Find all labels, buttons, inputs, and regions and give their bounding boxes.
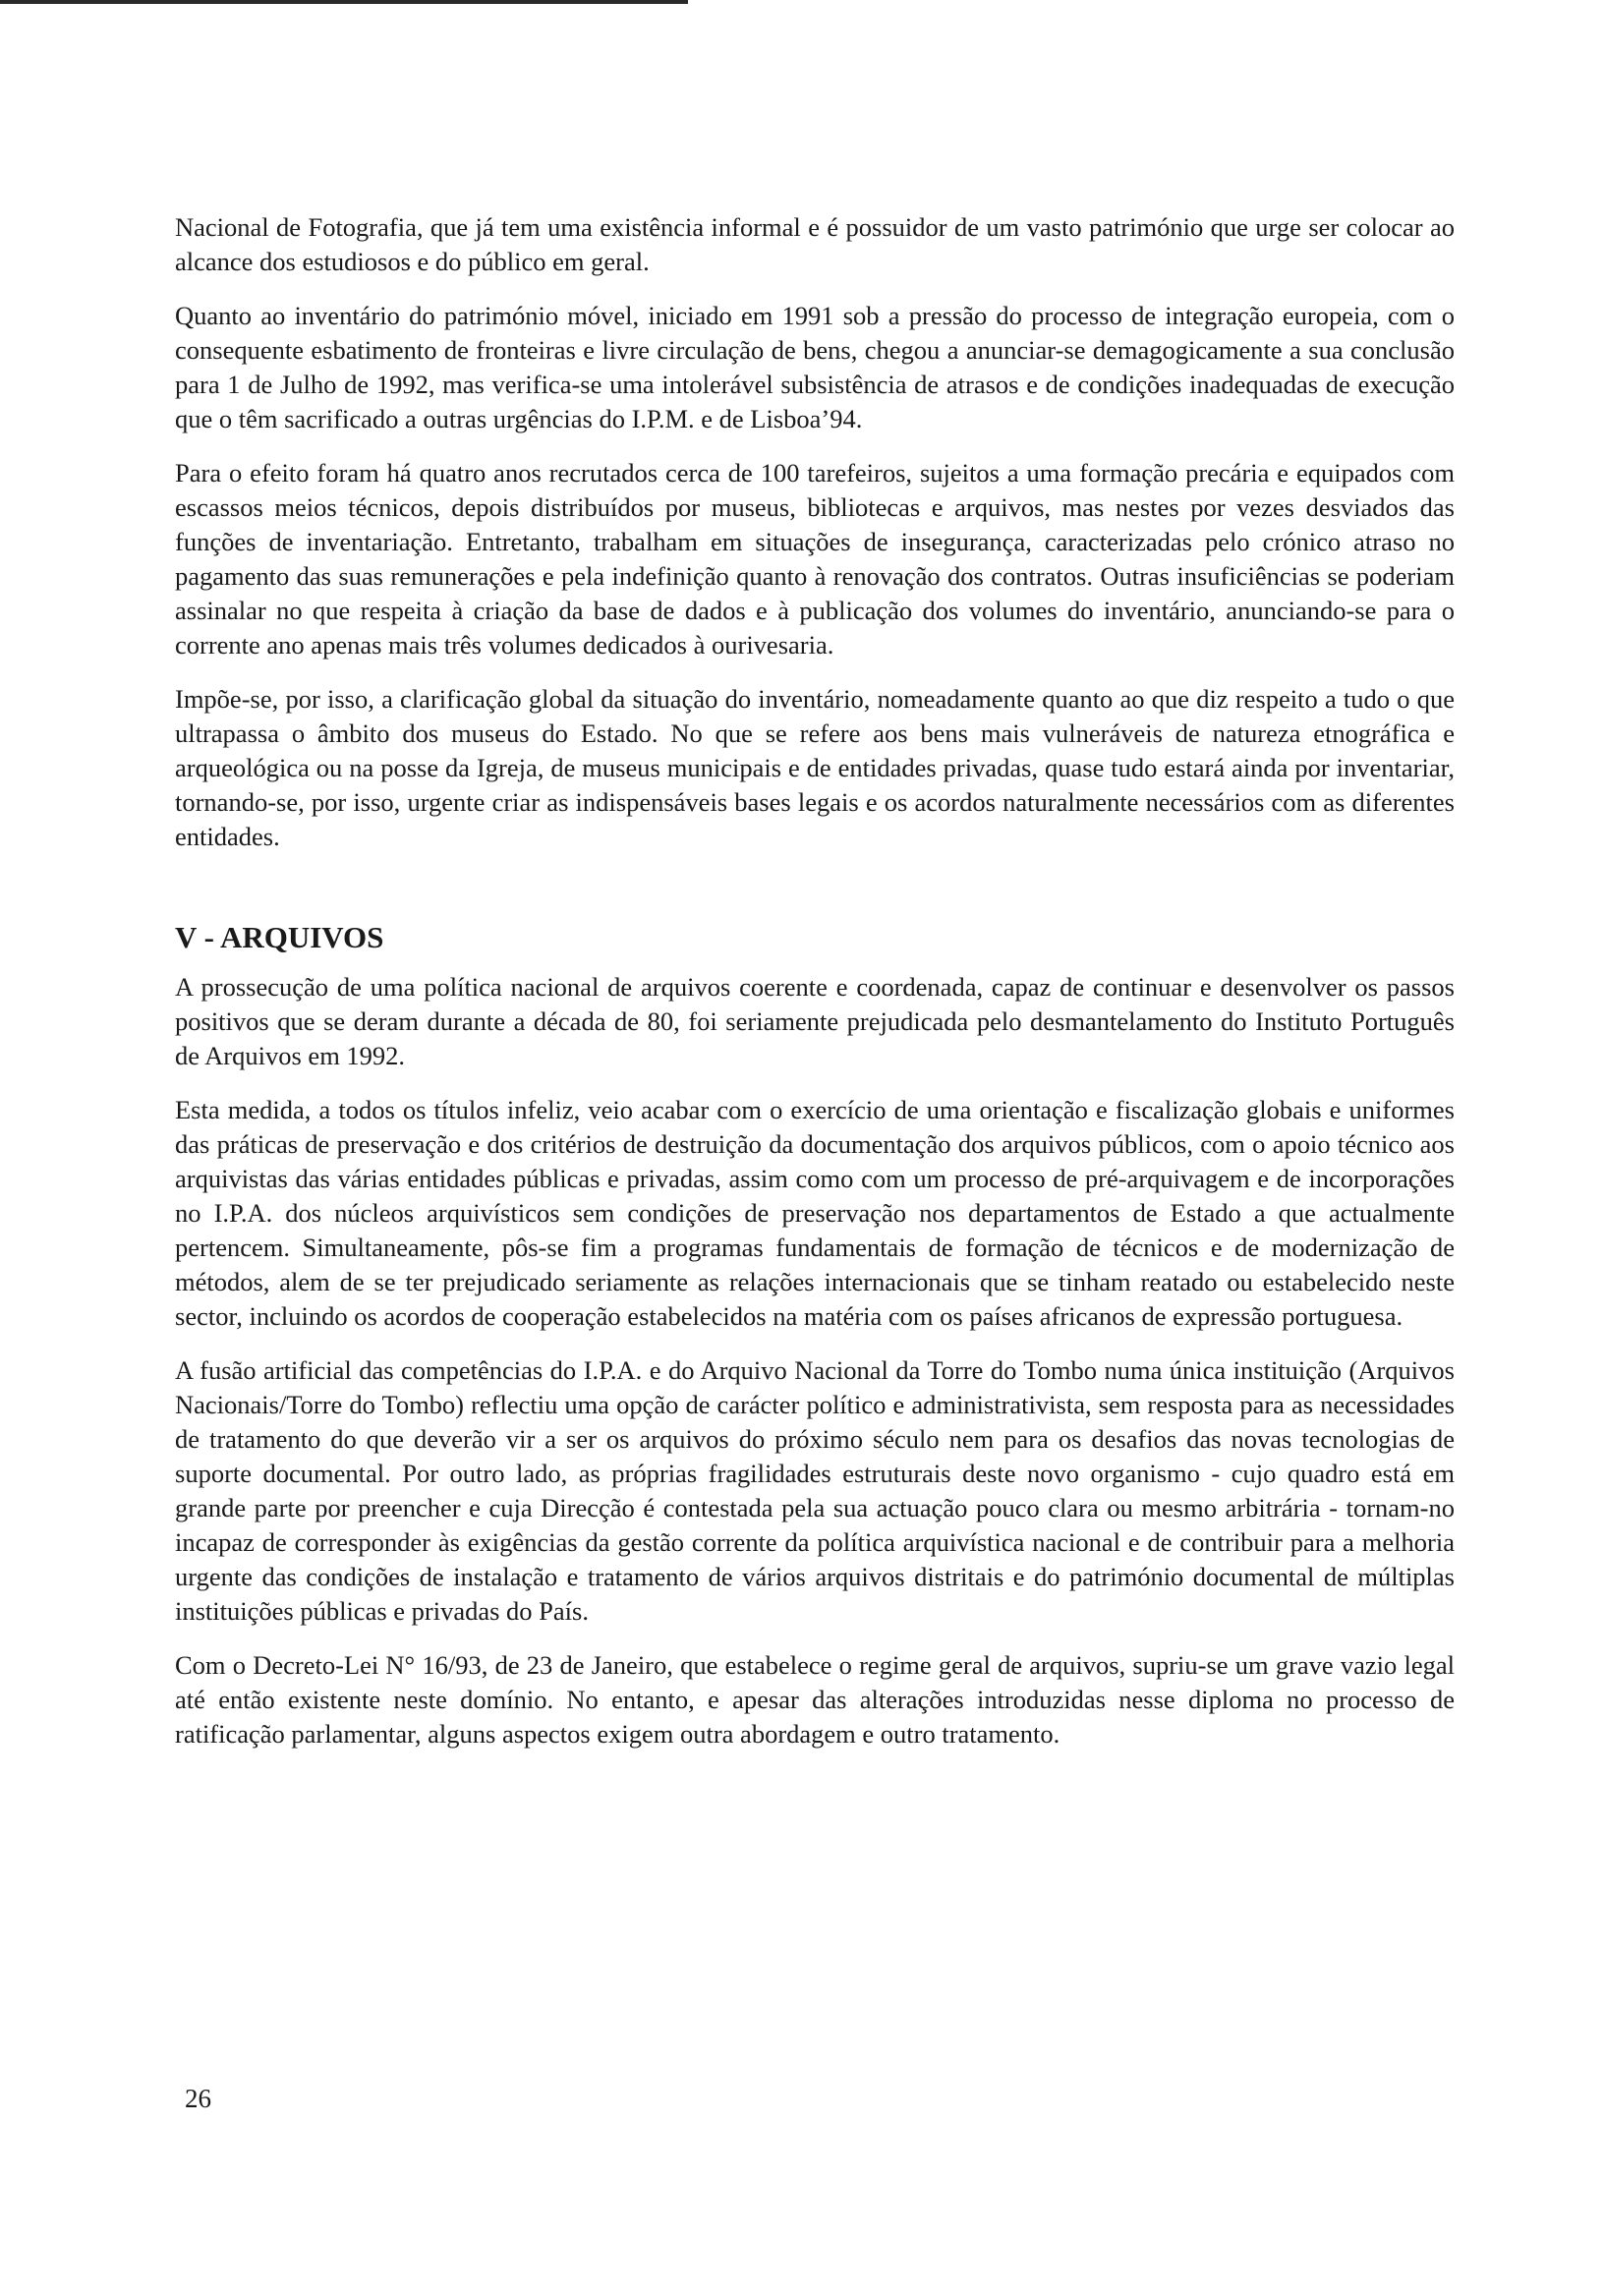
paragraph: A prossecução de uma política nacional de arquivos coerente e coordenada, capaz de continuar e desenvolver os passos positivos que se deram durante a década de 80, foi seriamente prejudicada pelo desmantelamento do Instituto Português de Arquivos em 1992. — [175, 972, 1455, 1070]
page-body — [175, 210, 1455, 1771]
paragraph: Impõe-se, por isso, a clarificação global da situação do inventário, nomeadamente quanto ao que diz respeito a tudo o que ultrapassa o âmbito dos museus do Estado. No que se refere aos bens mais vulneráveis de natureza etnográfica e arqueológica ou na posse da Igreja, de museus municipais e de entidades privadas, quase tudo estará ainda por inventariar, tornando-se, por isso, urgente criar as indispensáveis bases legais e os acordos naturalmente necessários com as diferentes entidades. — [175, 684, 1455, 851]
top-scan-rule — [0, 0, 688, 4]
paragraph: Nacional de Fotografia, que já tem uma existência informal e é possuidor de um vasto património que urge ser colocar ao alcance dos estudiosos e do público em geral. — [175, 212, 1455, 276]
paragraph: A fusão artificial das competências do I.P.A. e do Arquivo Nacional da Torre do Tombo numa única instituição (Arquivos Nacionais/Torre do Tombo) reflectiu uma opção de carácter político e administrativista, sem resposta para as necessidades de tratamento do que deverão vir a ser os arquivos do próximo século nem para os desafios das novas tecnologias de suporte documental. Por outro lado, as próprias fragilidades estruturais deste novo organismo - cujo quadro está em grande parte por preencher e cuja Direcção é contestada pela sua actuação pouco clara ou mesmo arbitrária - tornam-no incapaz de corresponder às exigências da gestão corrente da política arquivística nacional e de contribuir para a melhoria urgente das condições de instalação e tratamento de vários arquivos distritais e do património documental de múltiplas instituições públicas e privadas do País. — [175, 1355, 1455, 1626]
section-heading: V - ARQUIVOS — [175, 920, 384, 954]
paragraph: Para o efeito foram há quatro anos recrutados cerca de 100 tarefeiros, sujeitos a uma formação precária e equipados com escassos meios técnicos, depois distribuídos por museus, bibliotecas e arquivos, mas nestes por vezes desviados das funções de inventariação. Entretanto, trabalham em situações de insegurança, caracterizadas pelo crónico atraso no pagamento das suas remunerações e pela indefinição quanto à renovação dos contratos. Outras insuficiências se poderiam assinalar no que respeita à criação da base de dados e à publicação dos volumes do inventário, anunciando-se para o corrente ano apenas mais três volumes dedicados à ourivesaria. — [175, 458, 1455, 660]
paragraph: Quanto ao inventário do património móvel, iniciado em 1991 sob a pressão do processo de integração europeia, com o consequente esbatimento de fronteiras e livre circulação de bens, chegou a anunciar-se demagogicamente a sua conclusão para 1 de Julho de 1992, mas verifica-se uma intolerável subsistência de atrasos e de condições inadequadas de execução que o têm sacrificado a outras urgências do I.P.M. e de Lisboa’94. — [175, 301, 1455, 433]
page-number: 26 — [185, 2084, 211, 2113]
paragraph: Esta medida, a todos os títulos infeliz, veio acabar com o exercício de uma orientação e fiscalização globais e uniformes das práticas de preservação e dos critérios de destruição da documentação dos arquivos públicos, com o apoio técnico aos arquivistas das várias entidades públicas e privadas, assim como com um processo de pré-arquivagem e de incorporações no I.P.A. dos núcleos arquivísticos sem condições de preservação nos departamentos de Estado a que actualmente pertencem. Simultaneamente, pôs-se fim a programas fundamentais de formação de técnicos e de modernização de métodos, alem de se ter prejudicado seriamente as relações internacionais que se tinham reatado ou estabelecido neste sector, incluindo os acordos de cooperação estabelecidos na matéria com os países africanos de expressão portuguesa. — [175, 1095, 1455, 1331]
paragraph: Com o Decreto-Lei N° 16/93, de 23 de Janeiro, que estabelece o regime geral de arquivos, supriu-se um grave vazio legal até então existente neste domínio. No entanto, e apesar das alterações introduzidas nesse diploma no processo de ratificação parlamentar, alguns aspectos exigem outra abordagem e outro tratamento. — [175, 1650, 1455, 1749]
